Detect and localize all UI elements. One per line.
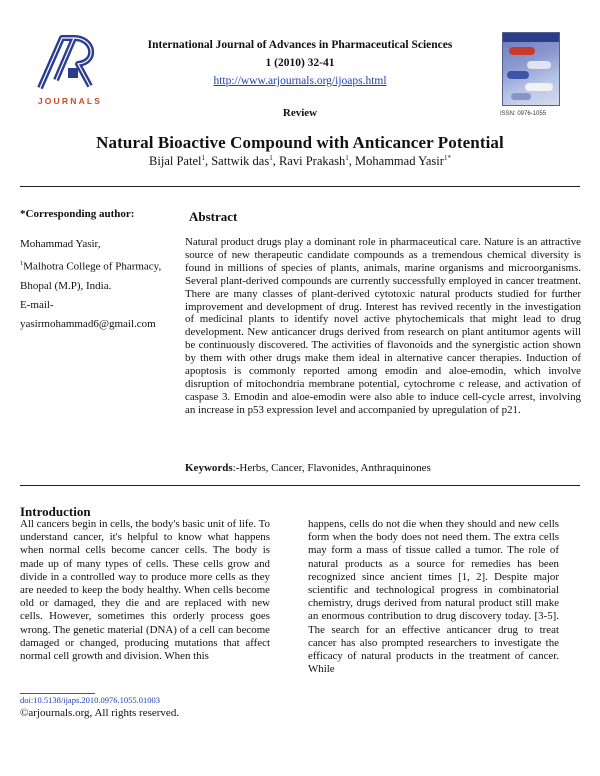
introduction-heading: Introduction (20, 504, 91, 519)
abstract-divider (20, 485, 580, 486)
header-divider (20, 186, 580, 187)
corresponding-affiliation: Malhotra College of Pharmacy, Bhopal (M.P), India. (20, 260, 162, 292)
introduction-column-left: All cancers begin in cells, the body's basic unit of life. To understand cancer, it's helpful to know what happens when normal cells become cancer cells. The body is made up of many types of cells. These cells grow and divide in a controlled way to produce more cells as they are needed to keep the body healthy. When cells become old or damaged, they die and are replaced with new cells. However, sometimes this orderly process goes wrong. The genetic material (DNA) of a cell can become damaged or changed, producing mutations that affect normal cell growth and division. When this (20, 518, 270, 663)
author-name: Ravi Prakash (278, 154, 346, 169)
issn: ISSN: 0976-1055 (500, 111, 547, 117)
email-label: E-mail- (20, 298, 54, 311)
introduction-column-right: happens, cells do not die when they should and new cells form when the body does not need them. The extra cells may form a mass of tissue called a tumor. The role of natural products as a source for remedies has been recognized since ancient times [1, 2]. Despite major scientific and technological progress in combinatorial chemistry, drugs derived from natural product still make an enormous contribution to drug discovery today. [3-5]. The search for an effective anticancer drug to treat cancer has also prompted researchers to investigate the efficacy of natural products in the treatment of cancer. While (308, 518, 559, 676)
author-affil: 1 (345, 154, 349, 162)
journal-logo (30, 28, 110, 110)
corresponding-affiliation-line (20, 254, 162, 296)
logo-text: JOURNALS (37, 96, 103, 106)
article-title: Natural Bioactive Compound with Anticancer Potential (96, 133, 504, 152)
article-type: Review (282, 107, 318, 119)
corresponding-email[interactable]: yasirmohammad6@gmail.com (20, 317, 156, 330)
corresponding-author-heading: *Corresponding author: (20, 208, 135, 220)
author-affil: 1* (443, 154, 451, 162)
author-name: Bijal Patel (149, 154, 202, 169)
footnote-divider (20, 693, 95, 694)
abstract-text: Natural product drugs play a dominant role in pharmaceutical care. Nature is an attractive source of new therapeutic candidate compounds as a tremendous chemical diversity is found in millions of species of plants, animals, marine organisms and microorganisms. Several plant-derived compounds are currently successfully employed in cancer treatment. There are many classes of plant-derived cytotoxic natural products studied for further improvement and development of drug. Interest has revived recently in the investigation of medicinal plants to identify novel active phytochemicals that might lead to drug development. New anticancer drugs derived from research on plant antitumor agents will be continuously discovered. The activities of flavonoids and the synergistic action shown by them with other drugs make them ideal in alternative cancer therapies. Induction of apoptosis is commonly reported among emodin and aloe-emodin, which involve disruption of mitochondria membrane potential, cytochrome c release, and activation of caspase 3. Emodin and aloe-emodin were also able to induce cell-cycle arrest, involving an increase in p53 expression level and accompanied by upregulation of p21. (185, 236, 581, 416)
doi-link[interactable]: doi:10.5138/ijaps.2010.0976.1055.01003 (20, 695, 161, 705)
affil-marker: 1 (20, 260, 24, 267)
corresponding-author-block (20, 235, 162, 334)
keywords-line (185, 462, 581, 474)
copyright: ©arjournals.org, All rights reserved. (20, 707, 180, 719)
arjournals-logo-icon (30, 28, 110, 94)
keywords-list: :-Herbs, Cancer, Flavonides, Anthraquinones (232, 462, 431, 474)
author-affil: 1 (201, 154, 205, 162)
keywords-label: Keywords (185, 462, 233, 474)
author-name: Sattwik das (211, 154, 270, 169)
journal-cover-image (502, 32, 560, 106)
author-name: Mohammad Yasir (355, 154, 444, 169)
journal-volume: 1 (2010) 32-41 (265, 57, 335, 69)
abstract-heading: Abstract (189, 209, 238, 224)
journal-name: International Journal of Advances in Pharmaceutical Sciences (147, 39, 453, 51)
author-affil: 1 (269, 154, 273, 162)
journal-url-link[interactable]: http://www.arjournals.org/ijoaps.html (213, 75, 387, 87)
author-list: Bijal Patel$^1$, Sattwik das$^1$, Ravi Prakash$^1$, Mohammad Yasir$^{1*}$ (149, 154, 451, 169)
corresponding-name: Mohammad Yasir, (20, 238, 101, 250)
